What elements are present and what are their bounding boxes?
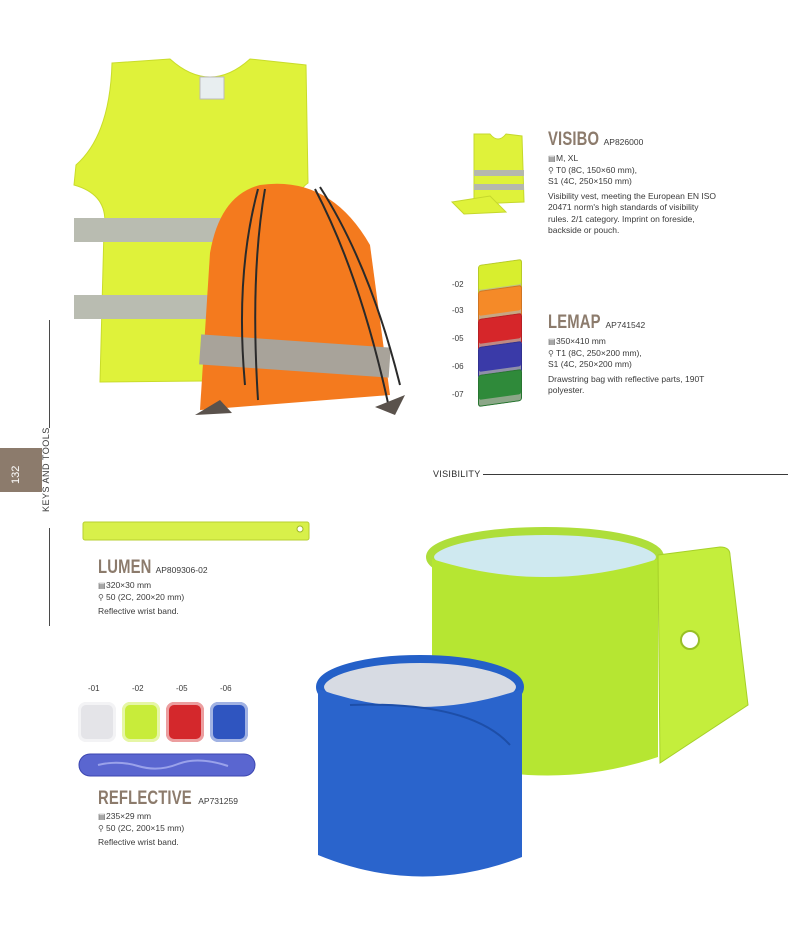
lumen-block [98, 557, 208, 618]
section-rule [483, 474, 788, 475]
lumen-band-image [82, 520, 312, 544]
lemap-variant-swatch [478, 369, 522, 407]
visibo-spec1: M, XL [556, 153, 579, 163]
reflective-variant-label: -02 [132, 684, 144, 693]
lemap-name: LEMAP [548, 312, 601, 333]
reflective-code: AP731259 [198, 796, 238, 806]
reflective-block [98, 788, 238, 849]
lemap-variant-label: -02 [452, 280, 464, 289]
section-label: VISIBILITY [433, 469, 481, 479]
reflective-spec1: 235×29 mm [106, 811, 152, 821]
lemap-variant-label: -06 [452, 362, 464, 371]
lemap-spec2: T1 (8C, 250×200 mm), [556, 347, 642, 358]
reflective-name: REFLECTIVE [98, 788, 192, 809]
page-number: 132 [10, 465, 22, 484]
lemap-variant-label: -03 [452, 306, 464, 315]
reflective-band-image [78, 752, 258, 780]
reflective-variant-swatch [78, 702, 116, 742]
lumen-spec2: 50 (2C, 200×20 mm) [106, 591, 185, 602]
size-icon: ▤ [548, 337, 556, 346]
side-rule-top [49, 320, 50, 428]
visibo-spec2: T0 (8C, 150×60 mm), [556, 164, 638, 175]
reflective-description: Reflective wrist band. [98, 837, 179, 847]
reflective-variant-swatch [210, 702, 248, 742]
reflective-variant-label: -01 [88, 684, 100, 693]
print-icon: ⚲ [548, 348, 554, 358]
print-icon: ⚲ [98, 592, 104, 602]
visibo-spec3: S1 (4C, 250×150 mm) [548, 176, 632, 186]
lemap-variant-label: -05 [452, 334, 464, 343]
reflective-variant-label: -05 [176, 684, 188, 693]
lumen-description: Reflective wrist band. [98, 606, 179, 616]
lemap-variants [452, 262, 532, 417]
size-icon: ▤ [98, 812, 106, 821]
lemap-spec3: S1 (4C, 250×200 mm) [548, 359, 632, 369]
section-vertical-label: KEYS AND TOOLS [41, 427, 51, 512]
reflective-variant-swatch [166, 702, 204, 742]
lemap-spec1: 350×410 mm [556, 336, 606, 346]
slap-bands-hero-image [310, 525, 755, 895]
size-icon: ▤ [98, 581, 106, 590]
reflective-variants [78, 684, 258, 746]
lumen-name: LUMEN [98, 557, 152, 578]
side-rule-bottom [49, 528, 50, 626]
reflective-variant-label: -06 [220, 684, 232, 693]
visibo-name: VISIBO [548, 129, 600, 150]
lemap-code: AP741542 [605, 320, 646, 330]
page-number-tab [0, 448, 42, 492]
visibo-code: AP826000 [603, 137, 644, 147]
print-icon: ⚲ [98, 823, 104, 833]
visibo-thumbnail [450, 132, 536, 216]
visibo-block [548, 129, 718, 237]
print-icon: ⚲ [548, 165, 554, 175]
lemap-description: Drawstring bag with reflective parts, 190T polyester. [548, 373, 705, 395]
lumen-spec1: 320×30 mm [106, 580, 152, 590]
reflective-spec2: 50 (2C, 200×15 mm) [106, 822, 185, 833]
lemap-block [548, 312, 718, 397]
lumen-code: AP809306-02 [155, 565, 208, 575]
vest-bag-hero-image [70, 55, 460, 425]
visibo-description: Visibility vest, meeting the European EN ISO 20471 norm's high standards of visibility rules. 2/1 category. Imprint on foreside, backside or pouch. [548, 190, 717, 235]
reflective-variant-swatch [122, 702, 160, 742]
size-icon: ▤ [548, 154, 556, 163]
lemap-variant-label: -07 [452, 390, 464, 399]
